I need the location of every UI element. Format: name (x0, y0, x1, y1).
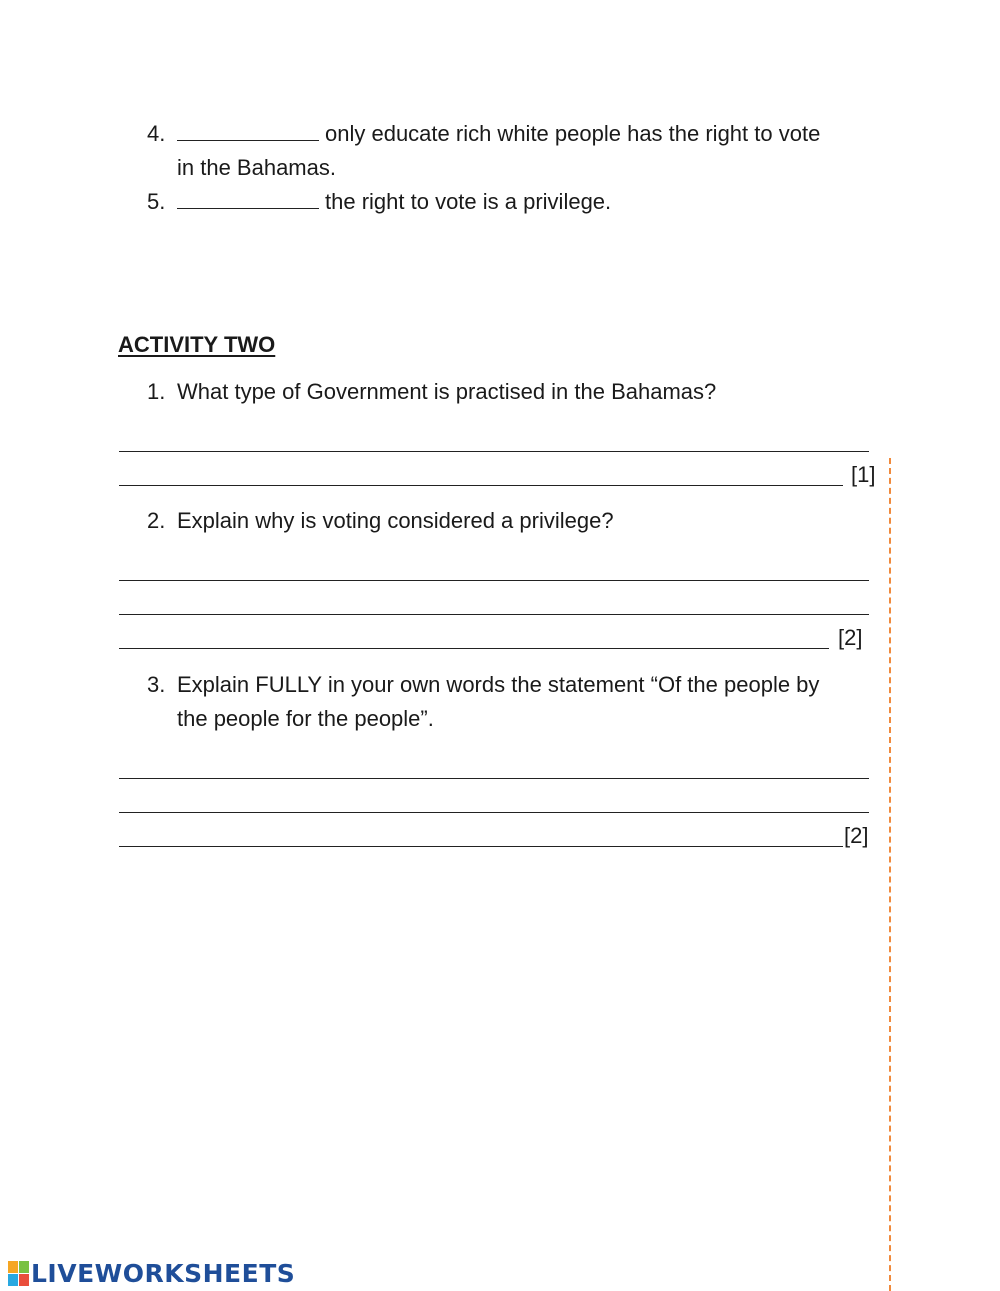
fill-in-blank[interactable] (177, 188, 319, 209)
mark-allocation: [1] (851, 462, 876, 487)
logo-blocks-icon (8, 1261, 28, 1285)
answer-line[interactable] (119, 580, 869, 581)
question-4-text: only educate rich white people has the right to vote (325, 121, 821, 146)
question-5-line (177, 187, 611, 217)
answer-line[interactable] (119, 778, 869, 779)
answer-line[interactable] (119, 648, 829, 649)
question-3-line-1: Explain FULLY in your own words the statement “Of the people by (177, 672, 820, 697)
question-number: 2. (147, 508, 166, 533)
margin-guide-line (889, 458, 891, 1291)
question-number: 4. (147, 121, 166, 146)
question-5-text: the right to vote is a privilege. (325, 189, 612, 214)
mark-allocation: [2] (838, 625, 863, 650)
question-number: 5. (147, 189, 166, 214)
question-3-line-2: the people for the people”. (177, 706, 434, 731)
section-heading: ACTIVITY TWO (118, 332, 276, 357)
answer-line[interactable] (119, 485, 843, 486)
question-4-line-1 (177, 119, 820, 149)
question-2-text: Explain why is voting considered a privilege? (177, 508, 614, 533)
mark-allocation: [2] (844, 823, 869, 848)
answer-line[interactable] (119, 846, 843, 847)
answer-line[interactable] (119, 812, 869, 813)
logo-text: LIVEWORKSHEETS (31, 1258, 296, 1288)
question-1-text: What type of Government is practised in the Bahamas? (177, 379, 717, 404)
question-number: 1. (147, 379, 166, 404)
answer-line[interactable] (119, 614, 869, 615)
fill-in-blank[interactable] (177, 120, 319, 141)
question-4-line-2: in the Bahamas. (177, 155, 336, 180)
question-number: 3. (147, 672, 166, 697)
answer-line[interactable] (119, 451, 869, 452)
liveworksheets-logo (8, 1258, 295, 1288)
